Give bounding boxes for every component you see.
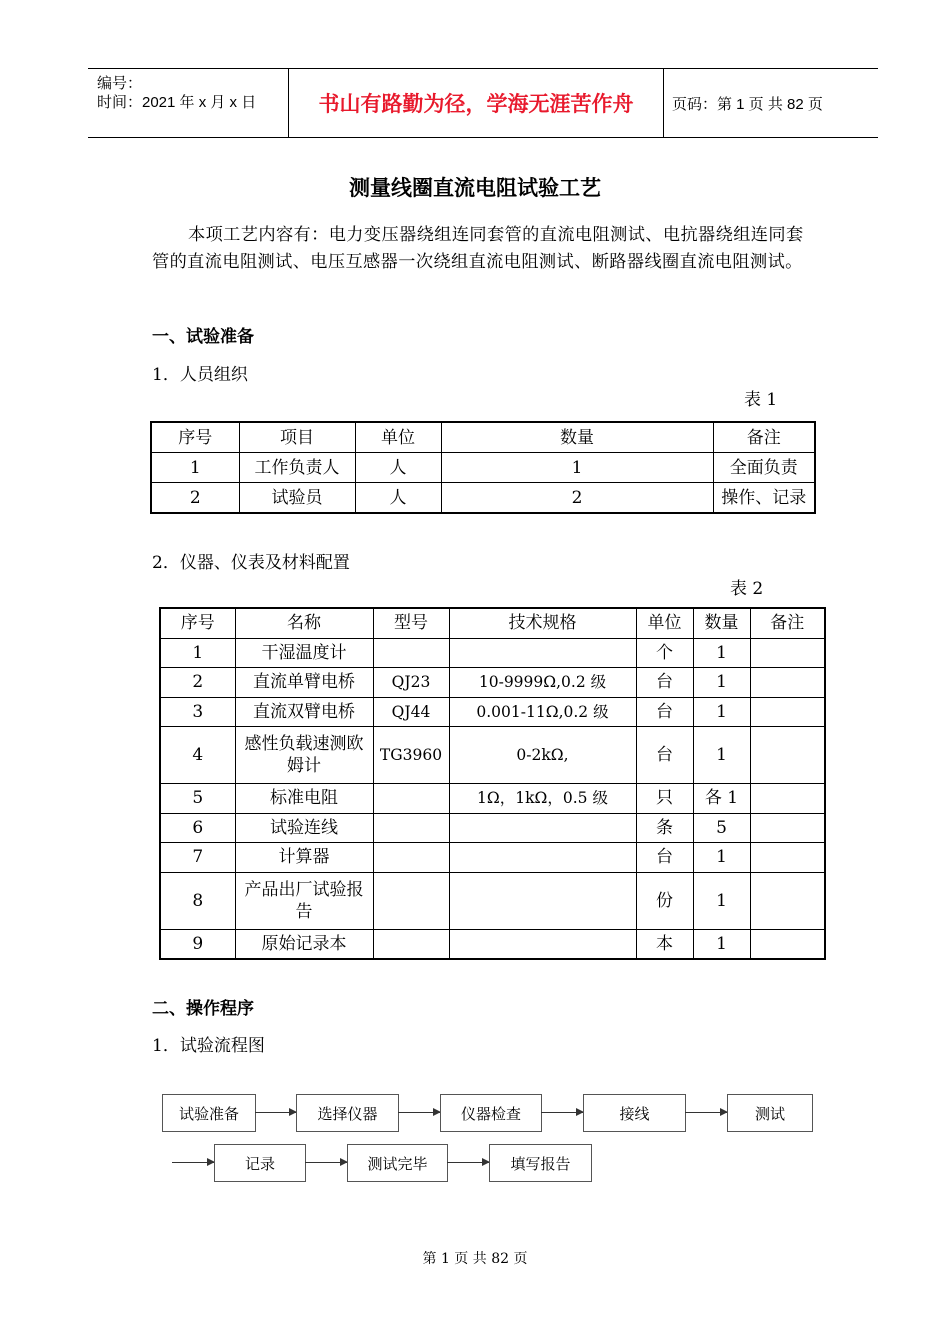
table-cell: 1 [441,453,713,483]
table-cell [750,813,825,843]
table-cell: 1 [693,929,750,959]
table-cell: 0-2kΩ, [449,727,636,784]
table-header-cell: 序号 [160,608,235,638]
table-cell: 人 [355,483,441,514]
instruments-table [159,607,826,960]
table-cell: 台 [636,697,693,727]
table-cell: 1 [693,843,750,873]
table-cell: 试验连线 [235,813,373,843]
table-cell: 5 [693,813,750,843]
intro-paragraph: 本项工艺内容有：电力变压器绕组连同套管的直流电阻测试、电抗器绕组连同套管的直流电阻测试、电压互感器一次绕组直流电阻测试、断路器线圈直流电阻测试。 [152,225,804,272]
table-cell: 1 [693,668,750,698]
flow-step-prepare: 试验准备 [162,1094,256,1132]
page-title: 测量线圈直流电阻试验工艺 [349,176,601,200]
table-cell: 7 [160,843,235,873]
flow-arrow [172,1162,214,1163]
table-header-cell: 型号 [373,608,449,638]
flow-step-wiring: 接线 [583,1094,686,1132]
table-cell: 10-9999Ω,0.2 级 [449,668,636,698]
table-cell: 全面负责 [713,453,815,483]
table-cell: 1 [693,638,750,668]
table-row [160,929,825,959]
table-cell: 1 [693,727,750,784]
document-date: 时间：2021 年 x 月 x 日 [97,94,257,111]
table-row [160,813,825,843]
header-page-info: 页码：第 1 页 共 82 页 [672,95,823,113]
flow-step-select-instrument: 选择仪器 [296,1094,399,1132]
flow-arrow [398,1112,440,1113]
table-cell [373,784,449,814]
table-row [160,872,825,929]
flow-arrow [447,1162,489,1163]
flow-step-test-complete: 测试完毕 [347,1144,448,1182]
table-cell: 各 1 [693,784,750,814]
table-cell: 1 [693,872,750,929]
subheading-personnel: 1．人员组织 [152,365,248,385]
document-number: 编号： [97,75,143,92]
table-row [160,638,825,668]
table-cell [750,843,825,873]
table-cell [373,872,449,929]
table-cell: 标准电阻 [235,784,373,814]
table-cell [373,638,449,668]
table-cell: 2 [151,483,239,514]
table-row [160,697,825,727]
table-cell: 本 [636,929,693,959]
table-cell: 直流双臂电桥 [235,697,373,727]
table-cell: 1 [693,697,750,727]
table-header-cell: 名称 [235,608,373,638]
table-header-row [151,422,815,453]
table2-caption: 表 2 [730,579,764,599]
table-cell [449,638,636,668]
table-row [151,483,815,514]
table-cell: 1 [160,638,235,668]
table-cell: 操作、记录 [713,483,815,514]
table1-caption: 表 1 [744,390,778,410]
table-cell: 台 [636,668,693,698]
flow-step-fill-report: 填写报告 [489,1144,592,1182]
table-cell [750,929,825,959]
table-cell: 台 [636,843,693,873]
table-cell: 1 [151,453,239,483]
table-cell: 条 [636,813,693,843]
table-cell [449,929,636,959]
table-cell: 个 [636,638,693,668]
table-cell [750,727,825,784]
table-cell: 8 [160,872,235,929]
table-header-cell: 技术规格 [449,608,636,638]
subheading-flowchart: 1．试验流程图 [152,1036,265,1056]
table-header-cell: 数量 [693,608,750,638]
table-cell [750,697,825,727]
table-row [160,727,825,784]
table-cell: 人 [355,453,441,483]
table-header-cell: 单位 [636,608,693,638]
table-cell: 直流单臂电桥 [235,668,373,698]
table-cell: 原始记录本 [235,929,373,959]
flow-step-test: 测试 [727,1094,813,1132]
table-row [160,843,825,873]
flow-arrow [685,1112,727,1113]
header-meta [88,69,288,137]
document-header [88,68,878,138]
table-cell: 1Ω，1kΩ，0.5 级 [449,784,636,814]
table-cell: 感性负载速测欧姆计 [235,727,373,784]
table-cell: 0.001-11Ω,0.2 级 [449,697,636,727]
table-cell: 2 [441,483,713,514]
table-header-cell: 项目 [239,422,355,453]
table-cell: 计算器 [235,843,373,873]
table-cell: 3 [160,697,235,727]
table-cell: 试验员 [239,483,355,514]
table-header-row [160,608,825,638]
table-row [151,453,815,483]
table-cell [750,872,825,929]
header-motto: 书山有路勤为径，学海无涯苦作舟 [288,69,664,137]
table-cell: QJ23 [373,668,449,698]
table-header-cell: 备注 [713,422,815,453]
table-cell: 2 [160,668,235,698]
flow-step-check-instrument: 仪器检查 [440,1094,542,1132]
table-cell [449,872,636,929]
table-cell [373,843,449,873]
table-cell [750,638,825,668]
table-cell [373,813,449,843]
table-header-cell: 备注 [750,608,825,638]
personnel-table [150,421,816,514]
table-cell: 5 [160,784,235,814]
flow-arrow [541,1112,583,1113]
table-cell [373,929,449,959]
table-cell: 4 [160,727,235,784]
flow-arrow [255,1112,296,1113]
section-heading-procedure: 二、操作程序 [152,999,254,1019]
table-cell: QJ44 [373,697,449,727]
table-cell: 台 [636,727,693,784]
table-cell: 干湿温度计 [235,638,373,668]
flow-arrow [305,1162,347,1163]
table-cell [449,843,636,873]
table-header-cell: 数量 [441,422,713,453]
table-cell [750,668,825,698]
table-cell: TG3960 [373,727,449,784]
table-cell: 工作负责人 [239,453,355,483]
table-cell [449,813,636,843]
subheading-instruments: 2．仪器、仪表及材料配置 [152,553,350,573]
table-cell: 份 [636,872,693,929]
flow-step-record: 记录 [214,1144,306,1182]
table-header-cell: 序号 [151,422,239,453]
table-cell: 产品出厂试验报告 [235,872,373,929]
page-footer: 第 1 页 共 82 页 [422,1251,528,1267]
table-cell: 只 [636,784,693,814]
table-cell [750,784,825,814]
table-cell: 9 [160,929,235,959]
table-header-cell: 单位 [355,422,441,453]
section-heading-preparation: 一、试验准备 [152,327,254,347]
table-row [160,784,825,814]
table-row [160,668,825,698]
table-cell: 6 [160,813,235,843]
